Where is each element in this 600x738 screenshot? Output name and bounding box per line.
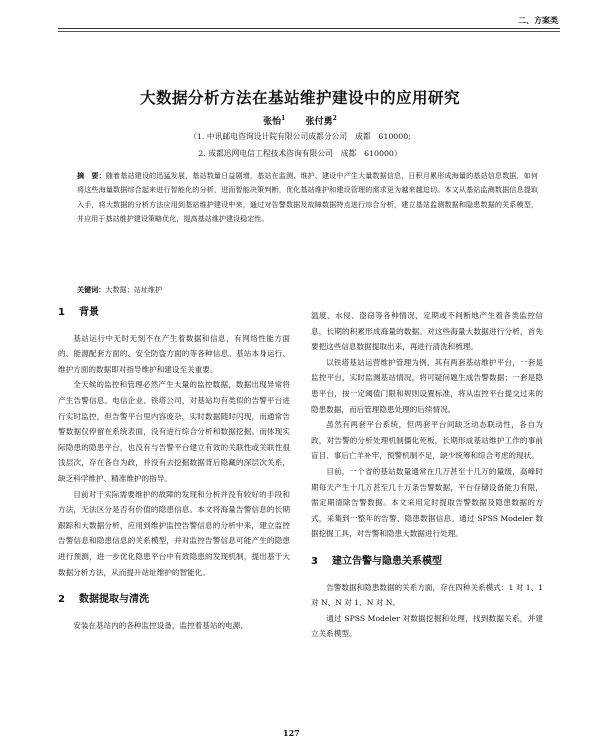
author-name: 张付勇 [305,117,333,127]
section-title: 背景 [78,307,99,318]
page-number: 127 [283,728,300,738]
running-head: 二、方案类 [518,15,558,25]
paragraph: 目前对于实际需要维护的故障的发现和分析并没有较好的手段和方法，无法区分是否有价值的隐患信息。本文将海量告警信息的长期跟踪和大数据分析，应用到维护监控告警信息的分析中来，建立监控告警信息和隐患信息的关系模型，并对监控告警信息可能产生的隐患进行预测，进一步优化隐患平台中有效隐患的发现机制，提出基于大数据分析方法，从而提升站址维护的智能化。 [58,489,290,577]
section-heading-1 [58,305,290,321]
author-name: 张怡 [263,117,282,127]
header-rule [58,28,560,29]
abstract [77,169,538,226]
authors [0,114,600,127]
keywords-text: 大数据；站址维护 [105,285,163,294]
paragraph: 全天候的监控和管理必然产生大量的监控数据，数据出现异常将产生告警信息。电信企业、铁塔公司，对基站均有类似的告警平台进行实时监控，但告警平台里内容庞杂，实时数据随时闪现，而通常告警数据仅停留在系统表面，没有进行综合分析和数据挖掘。而体现实际隐患的隐患平台，也没有与告警平台建立有效的关联性或关联性很浅层次，存在各自为政，并没有去挖掘数据背后隐藏的深层次关系，缺乏科学维护、精准维护的指导。 [58,380,290,483]
paragraph: 以铁塔基站运营维护管理为例，其有两套基站维护平台，一套是监控平台，实时监测基站情况，将可疑问题生成告警数据；一套是隐患平台，按一定阈值门限和规则设置标准，将从监控平台提交过来的隐患数据，而后管理隐患处理的后续情况。 [311,357,543,414]
section-title: 数据提取与清洗 [78,594,149,606]
abstract-label: 摘 要： [77,171,106,180]
left-column [58,293,290,633]
section-heading-2 [58,592,290,608]
paragraph: 通过 SPSS Modeler 对数据挖掘和处理，找到数据关系，并建立关系模型。 [311,613,543,639]
section-number: 1 [58,307,65,318]
paragraph: 安装在基站内的各种监控设备，监控着基站的电源、 [73,620,248,630]
right-column [311,308,543,642]
affiliation-1: （1. 中讯邮电咨询设计院有限公司成都分公司 成都 610000; [189,132,411,141]
abstract-text: 随着基站建设的迅猛发展，基站数量日益剧增，基站在监测、维护、建设中产生大量数据信息，日积月累形成海量的基站信息数据，如何将这些海量数据综合起来进行智能化的分析，进而智能决策判断，优化基站维护和建设管理的需求更为越来越迫切。本文从基站监测数据信息提取入手，将大数据的分析方法应用到基站维护建设中来，通过对告警数据及故障数据特点进行综合分析，建立基站监测数据和隐患数据的关系模型，并应用于基站维护建设策略优化，提高基站维护建设稳定性。 [77,171,539,223]
paragraph: 虽然有两套平台系统，但两套平台间缺乏动态联动性，各自为政，对告警的分析处理机制僵化死板，长期形成基站维护工作的事前盲目、事后亡羊补牢，预警机制不足，缺少统筹和综合考虑的现状。 [311,420,543,461]
author-sup: 1 [281,115,286,122]
paragraph: 告警数据和隐患数据的关系方面，存在四种关系模式：1 对 1、1 对 N、N 对 1、N 对 N。 [311,582,543,608]
header-rule-thin [58,31,560,32]
section-heading-3 [311,554,543,570]
paragraph: 目前，一个省的基站数量通常在几万甚至十几万的量级，高峰时期每天产生十几万甚至几十万条告警数据，平台存储设备能力有限，需定期清除告警数据。本文采用定时提取告警数据及隐患数据的方式，采集到一整年的告警、隐患数据信息。通过 SPSS Modeler 数据挖掘工具，对告警和隐患大数据进行处理。 [311,466,543,539]
paragraph: 温度、水侵、盗窃等各种情况，定期或不间断地产生着各类监控信息，长期的积累形成海量的数据。对这些海量大数据进行分析，首先要把这些信息数据提取出来，再进行清洗和梳理。 [311,311,543,352]
affiliation-2: 2. 成都迅网电信工程技术咨询有限公司 成都 610000） [198,149,402,158]
author-sup: 2 [332,115,337,122]
section-title: 建立告警与隐患关系模型 [331,555,442,567]
paper-title: 大数据分析方法在基站维护建设中的应用研究 [139,88,460,107]
section-number: 2 [58,594,65,606]
section-number: 3 [311,555,318,567]
keywords-label: 关键词： [77,285,106,294]
paragraph: 基站运行中无时无刻不在产生着数据和信息，有网络性能方面的、能源配套方面的、安全防盗方面的等各种信息。基站本身运行、维护方面的数据即对指导维护和建设至关重要。 [58,333,290,374]
